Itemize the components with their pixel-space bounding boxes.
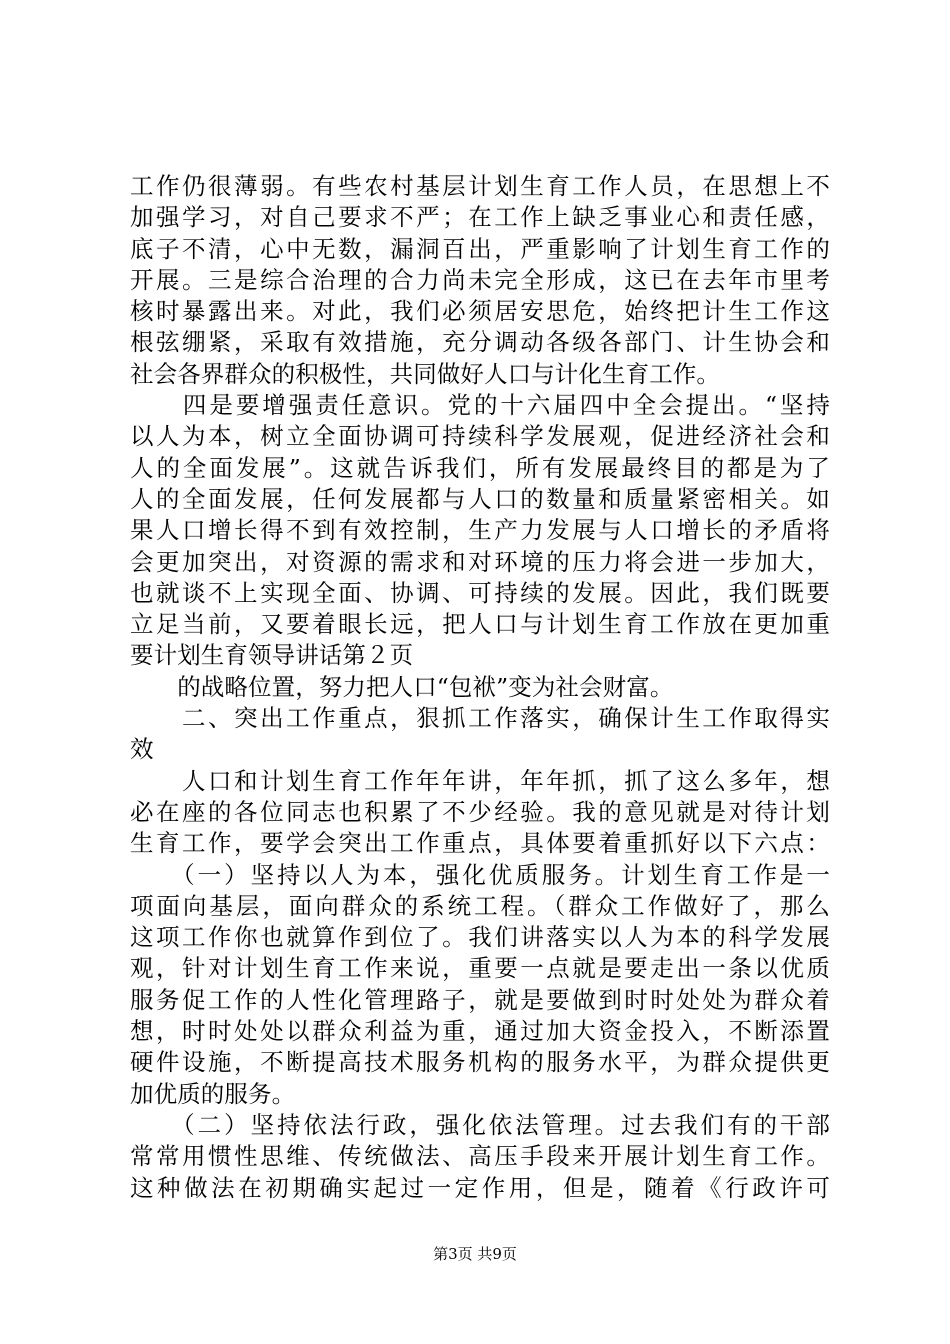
text-line: 以人为本，树立全面协调可持续科学发展观，促进经济社会和: [130, 422, 830, 451]
text-line: 服务促工作的人性化管理路子，就是要做到时时处处为群众着: [130, 985, 830, 1014]
text-line: 观，针对计划生育工作来说，重要一点就是要走出一条以优质: [130, 954, 830, 983]
text-line: 工作仍很薄弱。有些农村基层计划生育工作人员，在思想上不: [130, 172, 830, 200]
text-line: 四是要增强责任意识。党的十六届四中全会提出。“坚持: [130, 391, 830, 420]
text-line: 核时暴露出来。对此，我们必须居安思危，始终把计生工作这: [130, 297, 830, 326]
text-line: 开展。三是综合治理的合力尚未完全形成，这已在去年市里考: [130, 265, 830, 294]
text-line: 果人口增长得不到有效控制，生产力发展与人口增长的矛盾将: [130, 516, 830, 545]
text-line: 根弦绷紧，采取有效措施，充分调动各级各部门、计生协会和: [130, 328, 830, 357]
text-line: 二、突出工作重点，狠抓工作落实，确保计生工作取得实: [130, 704, 830, 733]
text-line: 加优质的服务。: [130, 1079, 296, 1108]
text-line: 必在座的各位同志也积累了不少经验。我的意见就是对待计划: [130, 797, 830, 826]
text-line: 硬件设施，不断提高技术服务机构的服务水平，为群众提供更: [130, 1048, 830, 1077]
document-body: [130, 171, 830, 1204]
text-line: 人的全面发展”。这就告诉我们，所有发展最终目的都是为了: [130, 453, 830, 482]
text-line: 会更加突出，对资源的需求和对环境的压力将会进一步加大，: [130, 547, 830, 576]
text-line: 底子不清，心中无数，漏洞百出，严重影响了计划生育工作的: [130, 234, 830, 263]
text-line: 这项工作你也就算作到位了。我们讲落实以人为本的科学发展: [130, 923, 830, 952]
text-line: （二）坚持依法行政，强化依法管理。过去我们有的干部: [130, 1110, 830, 1139]
text-line: 的战略位置，努力把人口“包袱”变为社会财富。: [130, 672, 674, 701]
page-footer: 第3页 共9页: [433, 1245, 517, 1263]
text-line: 想，时时处处以群众利益为重，通过加大资金投入，不断添置: [130, 1017, 830, 1046]
text-line: 立足当前，又要着眼长远，把人口与计划生育工作放在更加重: [130, 610, 830, 639]
text-line: 人的全面发展，任何发展都与人口的数量和质量紧密相关。如: [130, 484, 830, 513]
text-line: 效: [130, 735, 154, 764]
text-line: 加强学习，对自己要求不严；在工作上缺乏事业心和责任感，: [130, 203, 830, 232]
text-line: （一）坚持以人为本，强化优质服务。计划生育工作是一: [130, 860, 830, 889]
text-line: 生育工作，要学会突出工作重点，具体要着重抓好以下六点：: [130, 829, 830, 858]
text-line: 这种做法在初期确实起过一定作用，但是，随着《行政许可: [130, 1173, 830, 1202]
text-line: 常常用惯性思维、传统做法、高压手段来开展计划生育工作。: [130, 1142, 830, 1171]
text-line: 也就谈不上实现全面、协调、可持续的发展。因此，我们既要: [130, 578, 830, 607]
text-line: 社会各界群众的积极性，共同做好人口与计化生育工作。: [130, 359, 720, 388]
text-line: 项面向基层，面向群众的系统工程。（群众工作做好了，那么: [130, 891, 830, 920]
text-line: 人口和计划生育工作年年讲，年年抓，抓了这么多年，想: [130, 766, 830, 795]
text-line: 要计划生育领导讲话第２页: [130, 641, 414, 670]
